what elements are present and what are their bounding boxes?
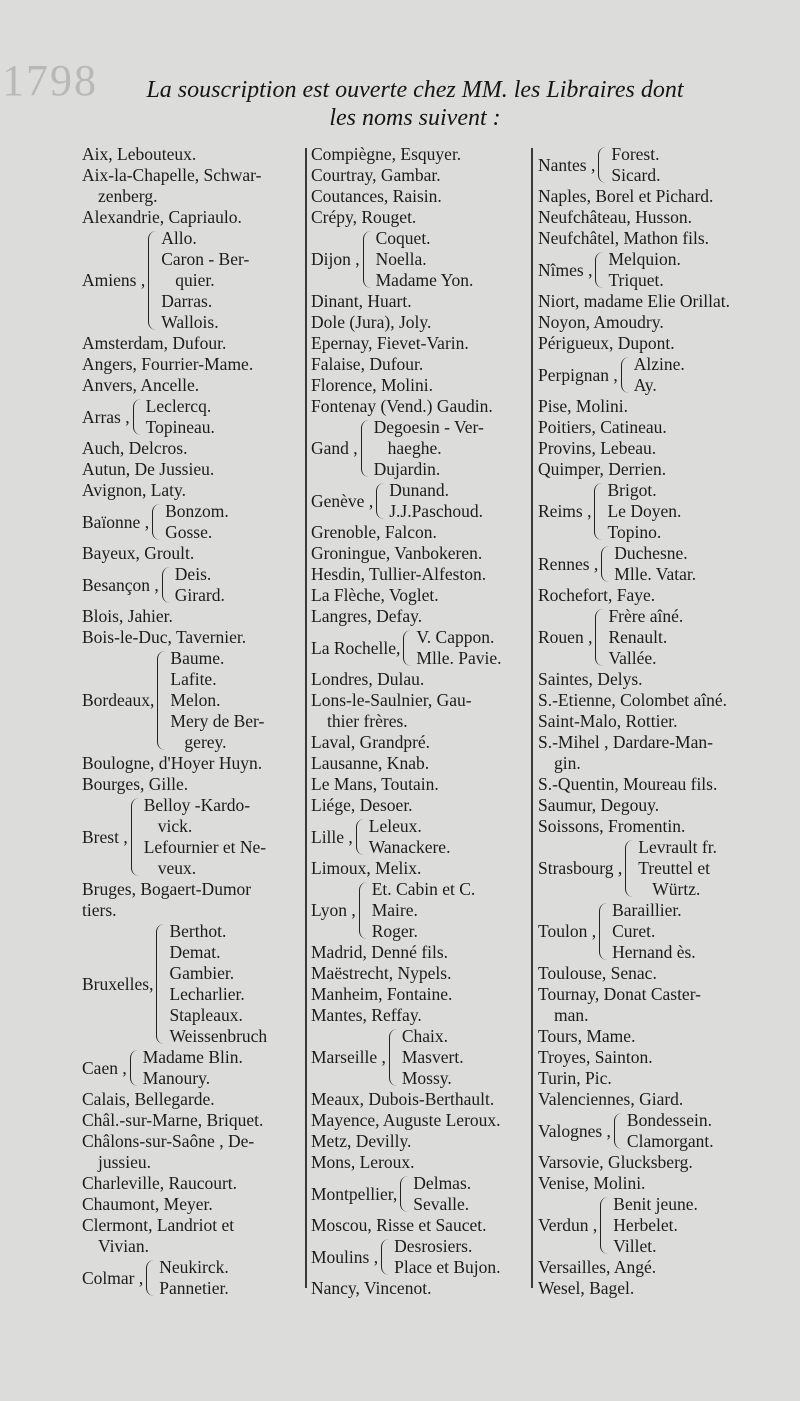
brace bbox=[152, 504, 163, 540]
city-group bbox=[82, 1257, 304, 1299]
list-item: Angers, Fourrier-Mame. bbox=[82, 354, 254, 374]
header-line-2: les noms suivent : bbox=[329, 105, 501, 131]
city-group bbox=[538, 606, 764, 669]
bookseller: Benit jeune. bbox=[613, 1194, 698, 1214]
bookseller: Et. Cabin et C. bbox=[371, 879, 476, 899]
brace bbox=[162, 567, 173, 603]
city-group bbox=[311, 1026, 531, 1089]
list-item: Florence, Molini. bbox=[311, 375, 433, 395]
bookseller: Treuttel et bbox=[638, 858, 711, 878]
city-group bbox=[538, 1110, 764, 1152]
list-item: Naples, Borel et Pichard. bbox=[538, 186, 714, 206]
list-item: Epernay, Fievet-Varin. bbox=[311, 333, 469, 353]
bookseller: Pannetier. bbox=[159, 1278, 229, 1298]
bookseller-names bbox=[607, 480, 764, 543]
bookseller-names bbox=[372, 879, 531, 942]
city-name: Baïonne , bbox=[82, 511, 150, 532]
city-name: Bordeaux, bbox=[82, 690, 155, 710]
bookseller: Weissenbruch bbox=[169, 1026, 268, 1046]
list-item: Calais, Bellegarde. bbox=[82, 1089, 215, 1109]
bookseller-names bbox=[608, 249, 764, 291]
list-item: Moscou, Risse et Saucet. bbox=[311, 1215, 487, 1235]
list-item: Saumur, Degouy. bbox=[538, 795, 660, 815]
bookseller-names bbox=[369, 816, 531, 858]
list-item: Tournay, Donat Caster- bbox=[538, 984, 702, 1004]
bookseller: Baraillier. bbox=[612, 900, 682, 920]
city-group bbox=[82, 564, 304, 606]
city-name: Genève , bbox=[311, 490, 374, 511]
bookseller: Lefournier et Ne- bbox=[143, 837, 267, 857]
brace bbox=[625, 840, 636, 897]
bookseller: Brigot. bbox=[607, 480, 657, 500]
list-item: Courtray, Gambar. bbox=[311, 165, 441, 185]
list-item: Meaux, Dubois-Berthault. bbox=[311, 1089, 495, 1109]
brace bbox=[614, 1113, 625, 1149]
city-name: Brest , bbox=[82, 826, 128, 847]
list-item: Bruges, Bogaert-Dumor bbox=[82, 879, 252, 899]
bookseller-names bbox=[376, 228, 531, 291]
list-item: Maëstrecht, Nypels. bbox=[311, 963, 452, 983]
bookseller: veux. bbox=[157, 858, 197, 878]
city-name: Montpellier, bbox=[311, 1183, 398, 1204]
list-item: Groningue, Vanbokeren. bbox=[311, 543, 483, 563]
bookseller: Le Doyen. bbox=[607, 501, 682, 521]
list-item: Soissons, Fromentin. bbox=[538, 816, 686, 836]
list-item: Alexandrie, Capriaulo. bbox=[82, 207, 242, 227]
list-item: Tours, Mame. bbox=[538, 1026, 636, 1046]
list-item: Bois-le-Duc, Tavernier. bbox=[82, 627, 247, 647]
brace bbox=[598, 147, 609, 183]
brace bbox=[131, 798, 142, 876]
bookseller: Berthot. bbox=[169, 921, 227, 941]
city-group bbox=[311, 228, 531, 291]
list-item: zenberg. bbox=[98, 186, 158, 206]
list-item: S.-Mihel , Dardare-Man- bbox=[538, 732, 713, 752]
brace bbox=[595, 252, 606, 288]
brace bbox=[356, 819, 367, 855]
bookseller: Gosse. bbox=[165, 522, 213, 542]
bookseller-names bbox=[170, 648, 304, 753]
list-item: Chaumont, Meyer. bbox=[82, 1194, 213, 1214]
list-item: Périgueux, Dupont. bbox=[538, 333, 675, 353]
brace bbox=[157, 651, 168, 750]
list-item: Hesdin, Tullier-Alfeston. bbox=[311, 564, 487, 584]
list-item: Poitiers, Catineau. bbox=[538, 417, 667, 437]
list-item: Crépy, Rouget. bbox=[311, 207, 417, 227]
bookseller: Manoury. bbox=[142, 1068, 211, 1088]
list-item: Noyon, Amoudry. bbox=[538, 312, 664, 332]
bookseller: Melon. bbox=[170, 690, 221, 710]
list-item: tiers. bbox=[82, 900, 117, 920]
bookseller: Hernand ès. bbox=[612, 942, 696, 962]
list-item: Toulouse, Senac. bbox=[538, 963, 657, 983]
city-group bbox=[311, 480, 531, 522]
list-item: Aix, Lebouteux. bbox=[82, 144, 197, 164]
bookseller: Noella. bbox=[375, 249, 427, 269]
bookseller: vick. bbox=[157, 816, 193, 836]
bookseller: Wanackere. bbox=[368, 837, 451, 857]
list-item: Charleville, Raucourt. bbox=[82, 1173, 238, 1193]
bookseller: Villet. bbox=[613, 1236, 657, 1256]
city-name: Reims , bbox=[538, 501, 592, 521]
column-rule bbox=[305, 148, 307, 1288]
city-group bbox=[538, 249, 764, 291]
city-group bbox=[538, 144, 764, 186]
bookseller: Levrault fr. bbox=[638, 837, 717, 857]
list-item: Compiègne, Esquyer. bbox=[311, 144, 462, 164]
list-item: Nancy, Vincenot. bbox=[311, 1278, 432, 1298]
list-item: Varsovie, Glucksberg. bbox=[538, 1152, 693, 1172]
city-group bbox=[82, 501, 304, 543]
city-group bbox=[538, 543, 764, 585]
bookseller: Mlle. Vatar. bbox=[614, 564, 697, 584]
bookseller: V. Cappon. bbox=[416, 627, 495, 647]
brace bbox=[595, 609, 606, 666]
bookseller: Topineau. bbox=[145, 417, 215, 437]
city-group bbox=[82, 1047, 304, 1089]
list-item: Manheim, Fontaine. bbox=[311, 984, 453, 1004]
city-group bbox=[538, 480, 764, 543]
brace bbox=[361, 420, 372, 477]
bookseller-names bbox=[165, 501, 304, 543]
bookseller-names bbox=[169, 921, 304, 1047]
list-item: Versailles, Angé. bbox=[538, 1257, 657, 1277]
city-name: Rouen , bbox=[538, 627, 593, 647]
bookseller: Maire. bbox=[371, 900, 418, 920]
bookseller: Roger. bbox=[371, 921, 418, 941]
list-item: Aix-la-Chapelle, Schwar- bbox=[82, 165, 262, 185]
brace bbox=[594, 483, 605, 540]
bookseller-names bbox=[389, 480, 531, 522]
bookseller: Desrosiers. bbox=[394, 1236, 473, 1256]
column-3 bbox=[538, 144, 764, 1299]
list-item: Laval, Grandpré. bbox=[311, 732, 431, 752]
city-name: Caen , bbox=[82, 1057, 127, 1078]
list-item: Coutances, Raisin. bbox=[311, 186, 442, 206]
bookseller: Mery de Ber- bbox=[170, 711, 265, 731]
brace bbox=[381, 1239, 392, 1275]
bookseller: Duchesne. bbox=[614, 543, 688, 563]
bookseller: quier. bbox=[175, 270, 215, 290]
list-item: jussieu. bbox=[98, 1152, 151, 1172]
list-item: Saintes, Delys. bbox=[538, 669, 643, 689]
list-item: man. bbox=[554, 1005, 589, 1025]
brace bbox=[130, 1050, 141, 1086]
bookseller: J.J.Paschoud. bbox=[389, 501, 484, 521]
bookseller: Dunand. bbox=[389, 480, 449, 500]
list-item: Mantes, Reffay. bbox=[311, 1005, 422, 1025]
list-item: Troyes, Sainton. bbox=[538, 1047, 653, 1067]
bookseller: Baume. bbox=[170, 648, 225, 668]
bookseller-names bbox=[611, 144, 764, 186]
bookseller-names bbox=[144, 795, 304, 879]
city-name: Marseille , bbox=[311, 1047, 386, 1067]
list-item: Châlons-sur-Saône , De- bbox=[82, 1131, 255, 1151]
city-name: Colmar , bbox=[82, 1267, 144, 1288]
bookseller: Belloy -Kardo- bbox=[143, 795, 251, 815]
city-group bbox=[538, 900, 764, 963]
list-item: Neufchâteau, Husson. bbox=[538, 207, 693, 227]
page-mark: 1798 bbox=[2, 56, 98, 105]
list-item: Madrid, Denné fils. bbox=[311, 942, 449, 962]
bookseller-names bbox=[161, 228, 304, 333]
column-rule bbox=[531, 148, 533, 1288]
list-item: Boulogne, d'Hoyer Huyn. bbox=[82, 753, 263, 773]
list-item: Metz, Devilly. bbox=[311, 1131, 412, 1151]
list-item: Amsterdam, Dufour. bbox=[82, 333, 227, 353]
bookseller: Bonzom. bbox=[165, 501, 229, 521]
city-name: Perpignan , bbox=[538, 364, 618, 385]
bookseller-names bbox=[612, 900, 764, 963]
bookseller: Triquet. bbox=[608, 270, 664, 290]
list-item: Neufchâtel, Mathon fils. bbox=[538, 228, 710, 248]
bookseller: Neukirck. bbox=[159, 1257, 229, 1277]
city-group bbox=[311, 816, 531, 858]
brace bbox=[146, 1260, 157, 1296]
city-group bbox=[82, 921, 304, 1047]
city-group bbox=[311, 1173, 531, 1215]
bookseller: Masvert. bbox=[401, 1047, 464, 1067]
bookseller: Allo. bbox=[161, 228, 197, 248]
bookseller: Gambier. bbox=[169, 963, 235, 983]
bookseller: Melquion. bbox=[608, 249, 681, 269]
bookseller: Lafite. bbox=[170, 669, 217, 689]
bookseller: Würtz. bbox=[652, 879, 701, 899]
city-name: Bruxelles, bbox=[82, 973, 154, 994]
bookseller-names bbox=[638, 837, 764, 900]
city-group bbox=[311, 417, 531, 480]
city-name: Nantes , bbox=[538, 154, 596, 175]
bookseller: Dujardin. bbox=[373, 459, 441, 479]
bookseller: Frère aîné. bbox=[608, 606, 684, 626]
bookseller: Lecharlier. bbox=[169, 984, 245, 1004]
list-item: Rochefort, Faye. bbox=[538, 585, 656, 605]
city-name: Arras , bbox=[82, 406, 130, 427]
list-item: Quimper, Derrien. bbox=[538, 459, 667, 479]
list-item: Wesel, Bagel. bbox=[538, 1278, 635, 1298]
list-item: Venise, Molini. bbox=[538, 1173, 646, 1193]
bookseller: Deis. bbox=[174, 564, 212, 584]
city-name: Nîmes , bbox=[538, 259, 593, 280]
city-name: Gand , bbox=[311, 438, 358, 458]
city-name: Strasbourg , bbox=[538, 858, 623, 878]
bookseller: Demat. bbox=[169, 942, 221, 962]
list-item: Lons-le-Saulnier, Gau- bbox=[311, 690, 472, 710]
list-item: gin. bbox=[554, 753, 581, 773]
list-item: Dole (Jura), Joly. bbox=[311, 312, 432, 332]
list-item: Clermont, Landriot et bbox=[82, 1215, 235, 1235]
bookseller: Bondessein. bbox=[626, 1110, 712, 1130]
bookseller: Stapleaux. bbox=[169, 1005, 243, 1025]
city-group bbox=[82, 396, 304, 438]
list-item: Le Mans, Toutain. bbox=[311, 774, 439, 794]
city-name: Valognes , bbox=[538, 1120, 611, 1141]
city-name: Lyon , bbox=[311, 900, 356, 920]
bookseller: Vallée. bbox=[608, 648, 657, 668]
list-item: Falaise, Dufour. bbox=[311, 354, 424, 374]
list-item: Londres, Dulau. bbox=[311, 669, 425, 689]
subscription-header bbox=[60, 76, 770, 132]
brace bbox=[600, 1197, 611, 1254]
bookseller: Sicard. bbox=[611, 165, 661, 185]
brace bbox=[403, 630, 414, 666]
bookseller: Ay. bbox=[633, 375, 657, 395]
bookseller: Clamorgant. bbox=[626, 1131, 714, 1151]
bookseller: Curet. bbox=[612, 921, 656, 941]
bookseller-names bbox=[613, 1194, 764, 1257]
list-item: Fontenay (Vend.) Gaudin. bbox=[311, 396, 493, 416]
list-item: Lausanne, Knab. bbox=[311, 753, 430, 773]
city-group bbox=[82, 648, 304, 753]
city-group bbox=[82, 795, 304, 879]
column-2 bbox=[311, 144, 531, 1299]
brace bbox=[599, 903, 610, 960]
brace bbox=[148, 231, 159, 330]
bookseller-names bbox=[146, 396, 304, 438]
list-item: La Flèche, Voglet. bbox=[311, 585, 439, 605]
bookseller-names bbox=[374, 417, 531, 480]
list-item: Châl.-sur-Marne, Briquet. bbox=[82, 1110, 264, 1130]
city-group bbox=[538, 354, 764, 396]
city-name: Verdun , bbox=[538, 1215, 598, 1235]
bookseller-names bbox=[175, 564, 304, 606]
list-item: Vivian. bbox=[98, 1236, 149, 1256]
bookseller-names bbox=[413, 1173, 531, 1215]
city-name: Amiens , bbox=[82, 270, 146, 290]
list-item: Limoux, Melix. bbox=[311, 858, 422, 878]
list-item: Auch, Delcros. bbox=[82, 438, 188, 458]
bookseller: Mossy. bbox=[401, 1068, 452, 1088]
brace bbox=[156, 924, 167, 1044]
brace bbox=[133, 399, 144, 435]
brace bbox=[376, 483, 387, 519]
brace bbox=[621, 357, 632, 393]
bookseller: Sevalle. bbox=[413, 1194, 470, 1214]
bookseller-names bbox=[614, 543, 764, 585]
bookseller-names bbox=[627, 1110, 764, 1152]
list-item: Bourges, Gille. bbox=[82, 774, 189, 794]
bookseller: gerey. bbox=[184, 732, 227, 752]
bookseller-names bbox=[634, 354, 764, 396]
bookseller: Girard. bbox=[174, 585, 225, 605]
city-group bbox=[311, 627, 531, 669]
bookseller: haeghe. bbox=[387, 438, 442, 458]
list-item: S.-Etienne, Colombet aîné. bbox=[538, 690, 728, 710]
brace bbox=[389, 1029, 400, 1086]
list-item: Niort, madame Elie Orillat. bbox=[538, 291, 730, 311]
bookseller: Coquet. bbox=[375, 228, 431, 248]
list-item: Provins, Lebeau. bbox=[538, 438, 657, 458]
bookseller: Leclercq. bbox=[145, 396, 212, 416]
bookseller: Leleux. bbox=[368, 816, 422, 836]
bookseller: Madame Blin. bbox=[142, 1047, 243, 1067]
list-item: Valenciennes, Giard. bbox=[538, 1089, 684, 1109]
bookseller-names bbox=[143, 1047, 304, 1089]
city-name: Toulon , bbox=[538, 921, 597, 941]
city-group bbox=[82, 228, 304, 333]
city-name: Besançon , bbox=[82, 574, 159, 595]
list-item: Liége, Desoer. bbox=[311, 795, 413, 815]
city-group bbox=[311, 1236, 531, 1278]
list-item: Mayence, Auguste Leroux. bbox=[311, 1110, 501, 1130]
bookseller: Place et Bujon. bbox=[394, 1257, 501, 1277]
brace bbox=[363, 231, 374, 288]
bookseller: Herbelet. bbox=[613, 1215, 678, 1235]
bookseller: Wallois. bbox=[161, 312, 219, 332]
list-item: S.-Quentin, Moureau fils. bbox=[538, 774, 718, 794]
list-item: thier frères. bbox=[327, 711, 408, 731]
brace bbox=[601, 546, 612, 582]
list-item: Langres, Defay. bbox=[311, 606, 423, 626]
list-item: Dinant, Huart. bbox=[311, 291, 412, 311]
bookseller: Mlle. Pavie. bbox=[416, 648, 502, 668]
bookseller: Delmas. bbox=[413, 1173, 472, 1193]
list-item: Pise, Molini. bbox=[538, 396, 628, 416]
city-name: Lille , bbox=[311, 826, 353, 847]
brace bbox=[359, 882, 370, 939]
bookseller: Degoesin - Ver- bbox=[373, 417, 484, 437]
list-item: Saint-Malo, Rottier. bbox=[538, 711, 678, 731]
list-item: Turin, Pic. bbox=[538, 1068, 612, 1088]
city-name: Moulins , bbox=[311, 1246, 379, 1267]
bookseller-names bbox=[159, 1257, 304, 1299]
bookseller-names bbox=[608, 606, 764, 669]
bookseller-names bbox=[402, 1026, 531, 1089]
bookseller: Darras. bbox=[161, 291, 213, 311]
list-item: Anvers, Ancelle. bbox=[82, 375, 200, 395]
list-item: Autun, De Jussieu. bbox=[82, 459, 215, 479]
bookseller: Caron - Ber- bbox=[161, 249, 250, 269]
bookseller: Alzine. bbox=[633, 354, 685, 374]
bookseller: Topino. bbox=[607, 522, 662, 542]
city-group bbox=[538, 1194, 764, 1257]
city-name: La Rochelle, bbox=[311, 637, 401, 658]
city-group bbox=[311, 879, 531, 942]
column-1 bbox=[82, 144, 304, 1299]
header-line-1: La souscription est ouverte chez MM. les Libraires dont bbox=[146, 77, 684, 103]
bookseller: Renault. bbox=[608, 627, 668, 647]
list-item: Blois, Jahier. bbox=[82, 606, 173, 626]
list-item: Grenoble, Falcon. bbox=[311, 522, 437, 542]
bookseller: Forest. bbox=[611, 144, 660, 164]
list-item: Avignon, Laty. bbox=[82, 480, 187, 500]
bookseller: Chaix. bbox=[401, 1026, 449, 1046]
city-name: Dijon , bbox=[311, 249, 360, 269]
brace bbox=[400, 1176, 411, 1212]
city-group bbox=[538, 837, 764, 900]
city-name: Rennes , bbox=[538, 553, 599, 574]
bookseller: Madame Yon. bbox=[375, 270, 474, 290]
list-item: Bayeux, Groult. bbox=[82, 543, 195, 563]
list-item: Mons, Leroux. bbox=[311, 1152, 415, 1172]
bookseller-names bbox=[416, 627, 531, 669]
bookseller-names bbox=[394, 1236, 531, 1278]
